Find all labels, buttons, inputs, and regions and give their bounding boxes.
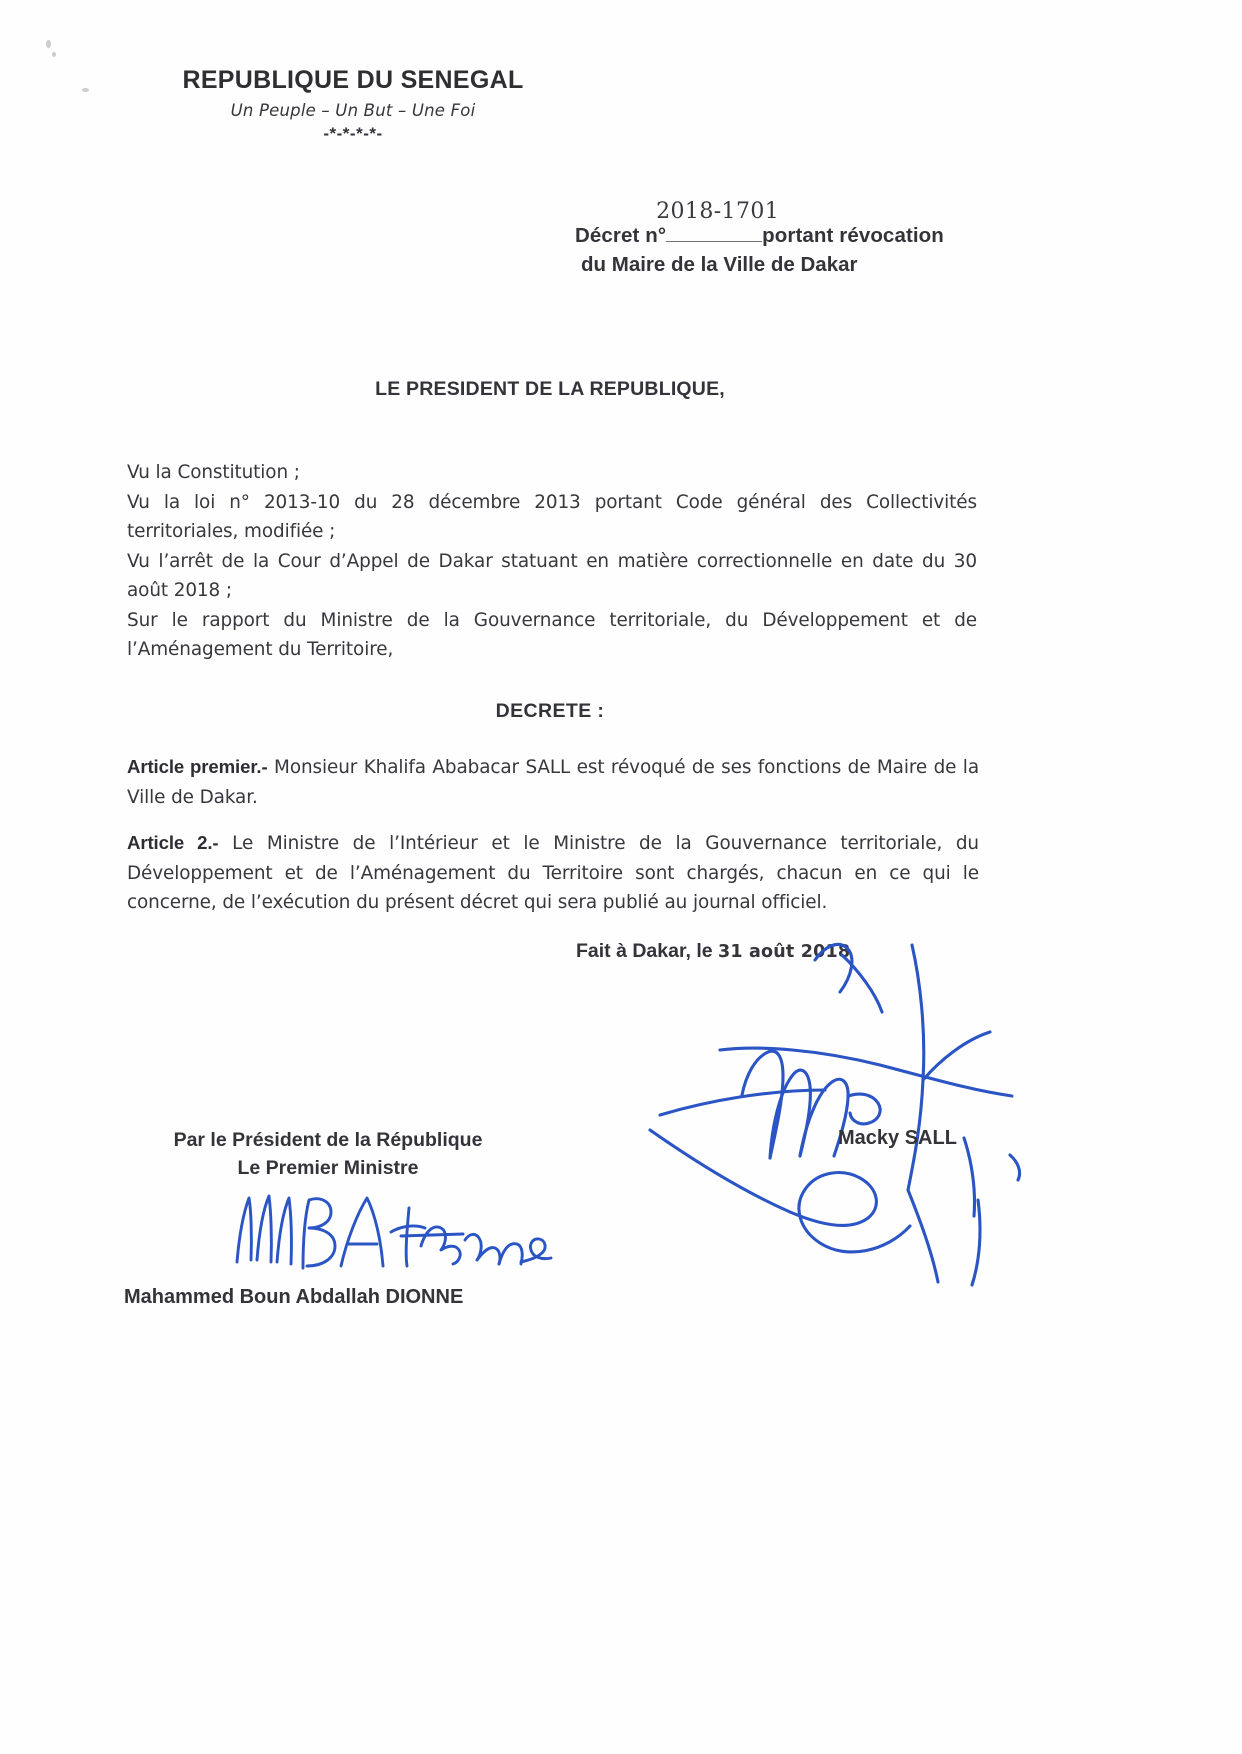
preamble-line: Vu la loi n° 2013-10 du 28 décembre 2013 portant Code général des Collectivités territoriales, modifiée ; [127,491,977,542]
decree-title-line-1 [575,199,1045,248]
article-premier [127,752,979,812]
prime-minister-byline [138,1126,518,1182]
byline-line-1: Par le Président de la République [173,1129,483,1151]
preamble-line: Vu l’arrêt de la Cour d’Appel de Dakar statuant en matière correctionnelle en date du 30 août 2018 ; [127,550,977,601]
article-label: Article 2.- [127,832,219,853]
article-label: Article premier.- [127,756,268,777]
enacting-word: DECRETE : [495,700,605,722]
decree-subject: portant révocation [762,224,944,247]
preamble-line: Sur le rapport du Ministre de la Gouvernance territoriale, du Développement et de l’Aménagement du Territoire, [127,609,977,660]
prime-minister-name: Mahammed Boun Abdallah DIONNE [124,1286,464,1308]
article-text: Monsieur Khalifa Ababacar SALL est révoqué de ses fonctions de Maire de la Ville de Dakar. [127,757,979,808]
decree-label: Décret n° [575,224,667,247]
date-line [576,940,850,963]
decree-title-line-2: du Maire de la Ville de Dakar [581,253,858,276]
byline-line-2: Le Premier Ministre [237,1157,419,1179]
decree-number-field [656,199,780,242]
article-deux [127,828,979,918]
decree-number: 2018-1701 [656,199,780,224]
article-text: Le Ministre de l’Intérieur et le Ministre de la Gouvernance territoriale, du Développement et de l’Aménagement du Territoire sont chargés, chacun en ce qui le concerne, de l’exécution du présent décret qui sera publié au journal officiel. [127,833,979,913]
decree-title-block [575,199,1045,277]
issuer-heading: LE PRESIDENT DE LA REPUBLIQUE, [375,378,725,400]
date-value: 31 août 2018 [718,942,851,962]
header-separator: -*-*-*-*- [323,124,383,143]
scan-speck [82,88,89,92]
preamble-block [127,458,977,665]
prime-minister-signature-ink [225,1180,565,1290]
preamble-line: Vu la Constitution ; [127,462,300,483]
date-prefix: Fait à Dakar, le [576,940,713,962]
scan-speck [46,40,51,48]
national-motto: Un Peuple – Un But – Une Foi [230,101,476,120]
president-name: Macky SALL [838,1127,957,1149]
country-title: REPUBLIQUE DU SENEGAL [182,66,524,94]
document-header [138,66,568,144]
scan-speck [52,52,56,57]
